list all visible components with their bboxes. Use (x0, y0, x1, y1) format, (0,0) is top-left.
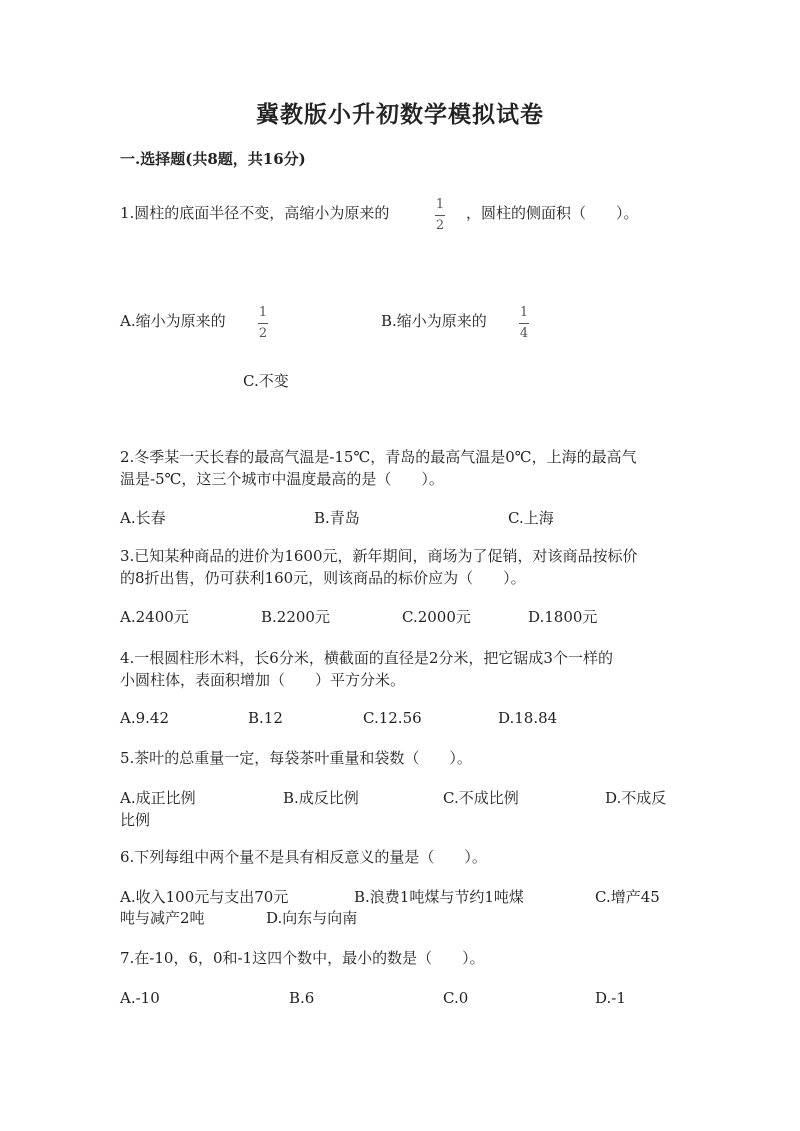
question-6-option-d[interactable]: D.向东与向南 (266, 909, 358, 927)
question-1-option-b-fraction (519, 306, 529, 341)
question-4-option-d[interactable]: D.18.84 (498, 709, 558, 727)
question-7-option-c[interactable]: C.0 (443, 989, 469, 1007)
question-6-stem: 6.下列每组中两个量不是具有相反意义的量是（ ）。 (120, 848, 487, 866)
question-6-option-c-continued: 吨与减产2吨 (120, 909, 205, 927)
question-5-stem: 5.茶叶的总重量一定，每袋茶叶重量和袋数（ ）。 (120, 749, 472, 767)
question-2-stem-line-2: 温是-5℃，这三个城市中温度最高的是（ ）。 (120, 470, 444, 488)
question-4-option-b[interactable]: B.12 (248, 709, 283, 727)
fraction-bar (258, 323, 268, 324)
question-1-option-a[interactable]: A.缩小为原来的 (120, 312, 226, 330)
fraction-denominator: 2 (258, 326, 268, 341)
question-5-option-c[interactable]: C.不成比例 (443, 789, 519, 807)
question-5-option-a[interactable]: A.成正比例 (120, 789, 196, 807)
question-6-option-a[interactable]: A.收入100元与支出70元 (120, 888, 289, 906)
question-2-option-a[interactable]: A.长春 (120, 509, 166, 527)
fraction-bar (519, 323, 529, 324)
question-6-option-c[interactable]: C.增产45 (595, 888, 660, 906)
question-1-fraction (435, 198, 445, 233)
question-1-stem-end: ，圆柱的侧面积（ ）。 (466, 204, 639, 222)
question-4-option-a[interactable]: A.9.42 (120, 709, 169, 727)
question-7-option-d[interactable]: D.-1 (595, 989, 626, 1007)
question-1-option-c[interactable]: C.不变 (243, 372, 289, 390)
question-7-option-a[interactable]: A.-10 (120, 989, 160, 1007)
question-5-option-b[interactable]: B.成反比例 (283, 789, 359, 807)
question-4-stem-line-1: 4.一根圆柱形木料，长6分米，横截面的直径是2分米，把它锯成3个一样的 (120, 649, 613, 667)
question-5-option-d[interactable]: D.不成反 (605, 789, 667, 807)
question-7-option-b[interactable]: B.6 (289, 989, 315, 1007)
question-4-option-c[interactable]: C.12.56 (363, 709, 422, 727)
fraction-denominator: 2 (435, 218, 445, 233)
question-3-stem-line-1: 3.已知某种商品的进价为1600元，新年期间，商场为了促销，对该商品按标价 (120, 547, 638, 565)
question-3-stem-line-2: 的8折出售，仍可获利160元，则该商品的标价应为（ ）。 (120, 569, 526, 587)
question-2-stem-line-1: 2.冬季某一天长春的最高气温是-15℃，青岛的最高气温是0℃，上海的最高气 (120, 448, 637, 466)
question-1-option-a-fraction (258, 306, 268, 341)
question-2-option-b[interactable]: B.青岛 (314, 509, 360, 527)
question-5-option-d-continued: 比例 (120, 811, 151, 829)
question-7-stem: 7.在-10，6，0和-1这四个数中，最小的数是（ ）。 (120, 949, 485, 967)
fraction-numerator: 1 (435, 197, 445, 212)
question-3-option-b[interactable]: B.2200元 (261, 608, 330, 626)
question-3-option-a[interactable]: A.2400元 (120, 608, 189, 626)
fraction-denominator: 4 (519, 326, 529, 341)
question-1-option-b[interactable]: B.缩小为原来的 (381, 312, 487, 330)
question-2-option-c[interactable]: C.上海 (508, 509, 554, 527)
fraction-numerator: 1 (258, 305, 268, 320)
section-heading: 一.选择题(共8题，共16分) (120, 150, 306, 168)
question-4-stem-line-2: 小圆柱体，表面积增加（ ）平方分米。 (120, 671, 406, 689)
question-3-option-d[interactable]: D.1800元 (528, 608, 598, 626)
fraction-bar (435, 215, 445, 216)
fraction-numerator: 1 (519, 305, 529, 320)
question-1-stem: 1.圆柱的底面半径不变，高缩小为原来的 (120, 204, 390, 222)
page-title: 冀教版小升初数学模拟试卷 (256, 101, 544, 128)
question-3-option-c[interactable]: C.2000元 (402, 608, 471, 626)
question-6-option-b[interactable]: B.浪费1吨煤与节约1吨煤 (354, 888, 524, 906)
